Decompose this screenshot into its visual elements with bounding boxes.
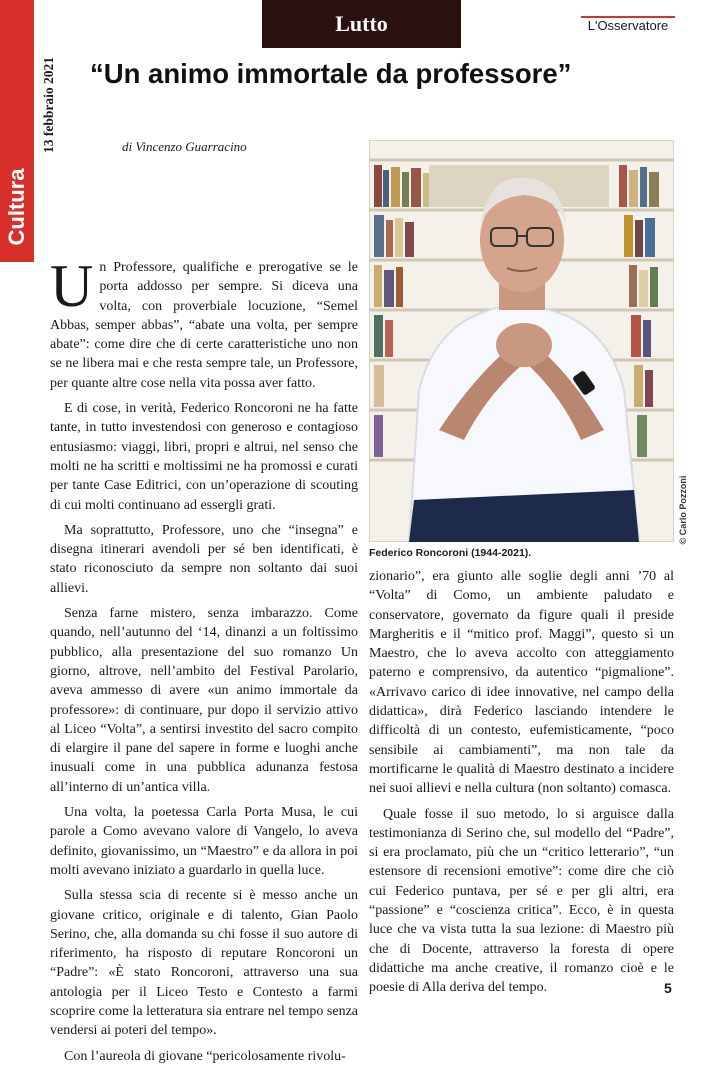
- paragraph: zionario”, era giunto alle soglie degli anni ’70 al “Volta” di Como, un ambiente paludato e conservatore, governato da figure quali il preside Margheritis e il “mitico prof. Maggi”, questo sì un Maestro, che lo aveva accolto con atteggiamento paterno e comprensivo, da autentico “pigmalione”. «Arrivavo carico di idee innovative, nel campo della didattica», dirà Federico lasciando intendere le difficoltà di un contesto, eufemisticamente, “poco sensibile ai cambiamenti”, ma non tale da mortificarne le qualità di Maestro destinato a incidere nei suoi allievi e nella cultura (non soltanto) comasca.: [369, 569, 674, 797]
- paragraph: Sulla stessa scia di recente si è messo anche un giovane critico, originale e di talento, Gian Paolo Serino, che, alla domanda su chi fosse il suo autore di riferimento, ha risposto di reputare Roncoroni un “Padre”: «È stato Roncoroni, attraverso una sua antologia per il Liceo Testo e Contesto a farmi scoprire come la letteratura sia entrare nel tempo senza vendersi ai poteri del tempo».: [50, 888, 358, 1039]
- article-column-right: [369, 567, 674, 1004]
- paragraph: Una volta, la poetessa Carla Porta Musa, le cui parole a Como avevano valore di Vangelo, lo aveva definito, giovanissimo, un “Maestro” e da allora in poi molti avevano iniziato a guardarlo in quella luce.: [50, 805, 358, 878]
- drop-cap: U: [50, 253, 94, 319]
- paragraph: Quale fosse il suo metodo, lo si arguisce dalla testimonianza di Serino che, sul modello del “Padre”, si era proclamato, più che un “critico letterario”, “un estensore di recensioni emotive”: come dire che ciò cui Federico puntava, per sé e per gli altri, era “passione” e “coscienza critica”. Ecco, è in questa luce che va vista tutta la sua lezione: di Maestro più che di Docente, attraverso la foresta di opere didattiche ma anche creative, il romanzo cioè e le poesie di Alla deriva del tempo.: [369, 806, 674, 996]
- rubric-box: Lutto: [262, 0, 461, 48]
- portrait-illustration: [369, 140, 674, 542]
- photo-credit-block: [677, 470, 689, 550]
- paragraph: Ma soprattutto, Professore, uno che “insegna” e disegna itinerari avendoli per sé ben identificati, è stato riconosciuto da sempre non soltanto dai suoi allievi.: [50, 522, 358, 596]
- paragraph: E di cose, in verità, Federico Roncoroni ne ha fatte tante, in tutto investendosi con generoso e contagioso entusiasmo: viaggi, libri, propri e altrui, nel senso che molti ne ha scritti e moltissimi ne ha promossi e curati per tante Case Editrici, con un’operazione di scouting di cui molti continuano ad essergli grati.: [50, 401, 358, 513]
- portrait-photo: [369, 140, 674, 542]
- section-label: Cultura: [4, 168, 29, 246]
- article-byline: di Vincenzo Guarracino: [122, 139, 247, 154]
- issue-date: 13 febbraio 2021: [41, 57, 56, 153]
- photo-caption: Federico Roncoroni (1944-2021).: [369, 547, 532, 559]
- paragraph-text: n Professore, qualifiche e prerogative se le porta addosso per sempre. Si diceva una volta, con proverbiale locuzione, “Semel Abbas, semper abbas”, “abate una volta, per sempre abate”: come dire che di certe caratteristiche uno non se ne libera mai e che resta sempre tale, un Professore, per quante altre cose nella vita possa aver fatto.: [50, 260, 358, 391]
- article-column-left: [50, 253, 358, 1072]
- section-sidebar: [0, 0, 34, 262]
- paragraph: [50, 253, 358, 393]
- paragraph: Senza farne mistero, senza imbarazzo. Come quando, nell’autunno del ‘14, dinanzi a un foltissimo pubblico, alla presentazione del suo romanzo Un giorno, altrove, nell’ambito del Festival Parolario, aveva ammesso di avere «un animo immortale da professore»: di continuare, pur dopo il servizio attivo al Liceo “Volta”, a sentirsi investito del sacro compito di elargire il pane del sapere in forme e luoghi anche inusuali come in una pubblica adunanza festosa all’interno di un’antica villa.: [50, 606, 358, 795]
- article-headline: “Un animo immortale da professore”: [90, 58, 572, 89]
- photo-credit: © Carlo Pozzoni: [678, 475, 688, 545]
- paragraph: Con l’aureola di giovane “pericolosamente rivolu-: [64, 1048, 346, 1064]
- masthead-logo: L'Osservatore: [587, 18, 669, 33]
- issue-date-block: [33, 50, 65, 160]
- page-number: 5: [664, 980, 672, 996]
